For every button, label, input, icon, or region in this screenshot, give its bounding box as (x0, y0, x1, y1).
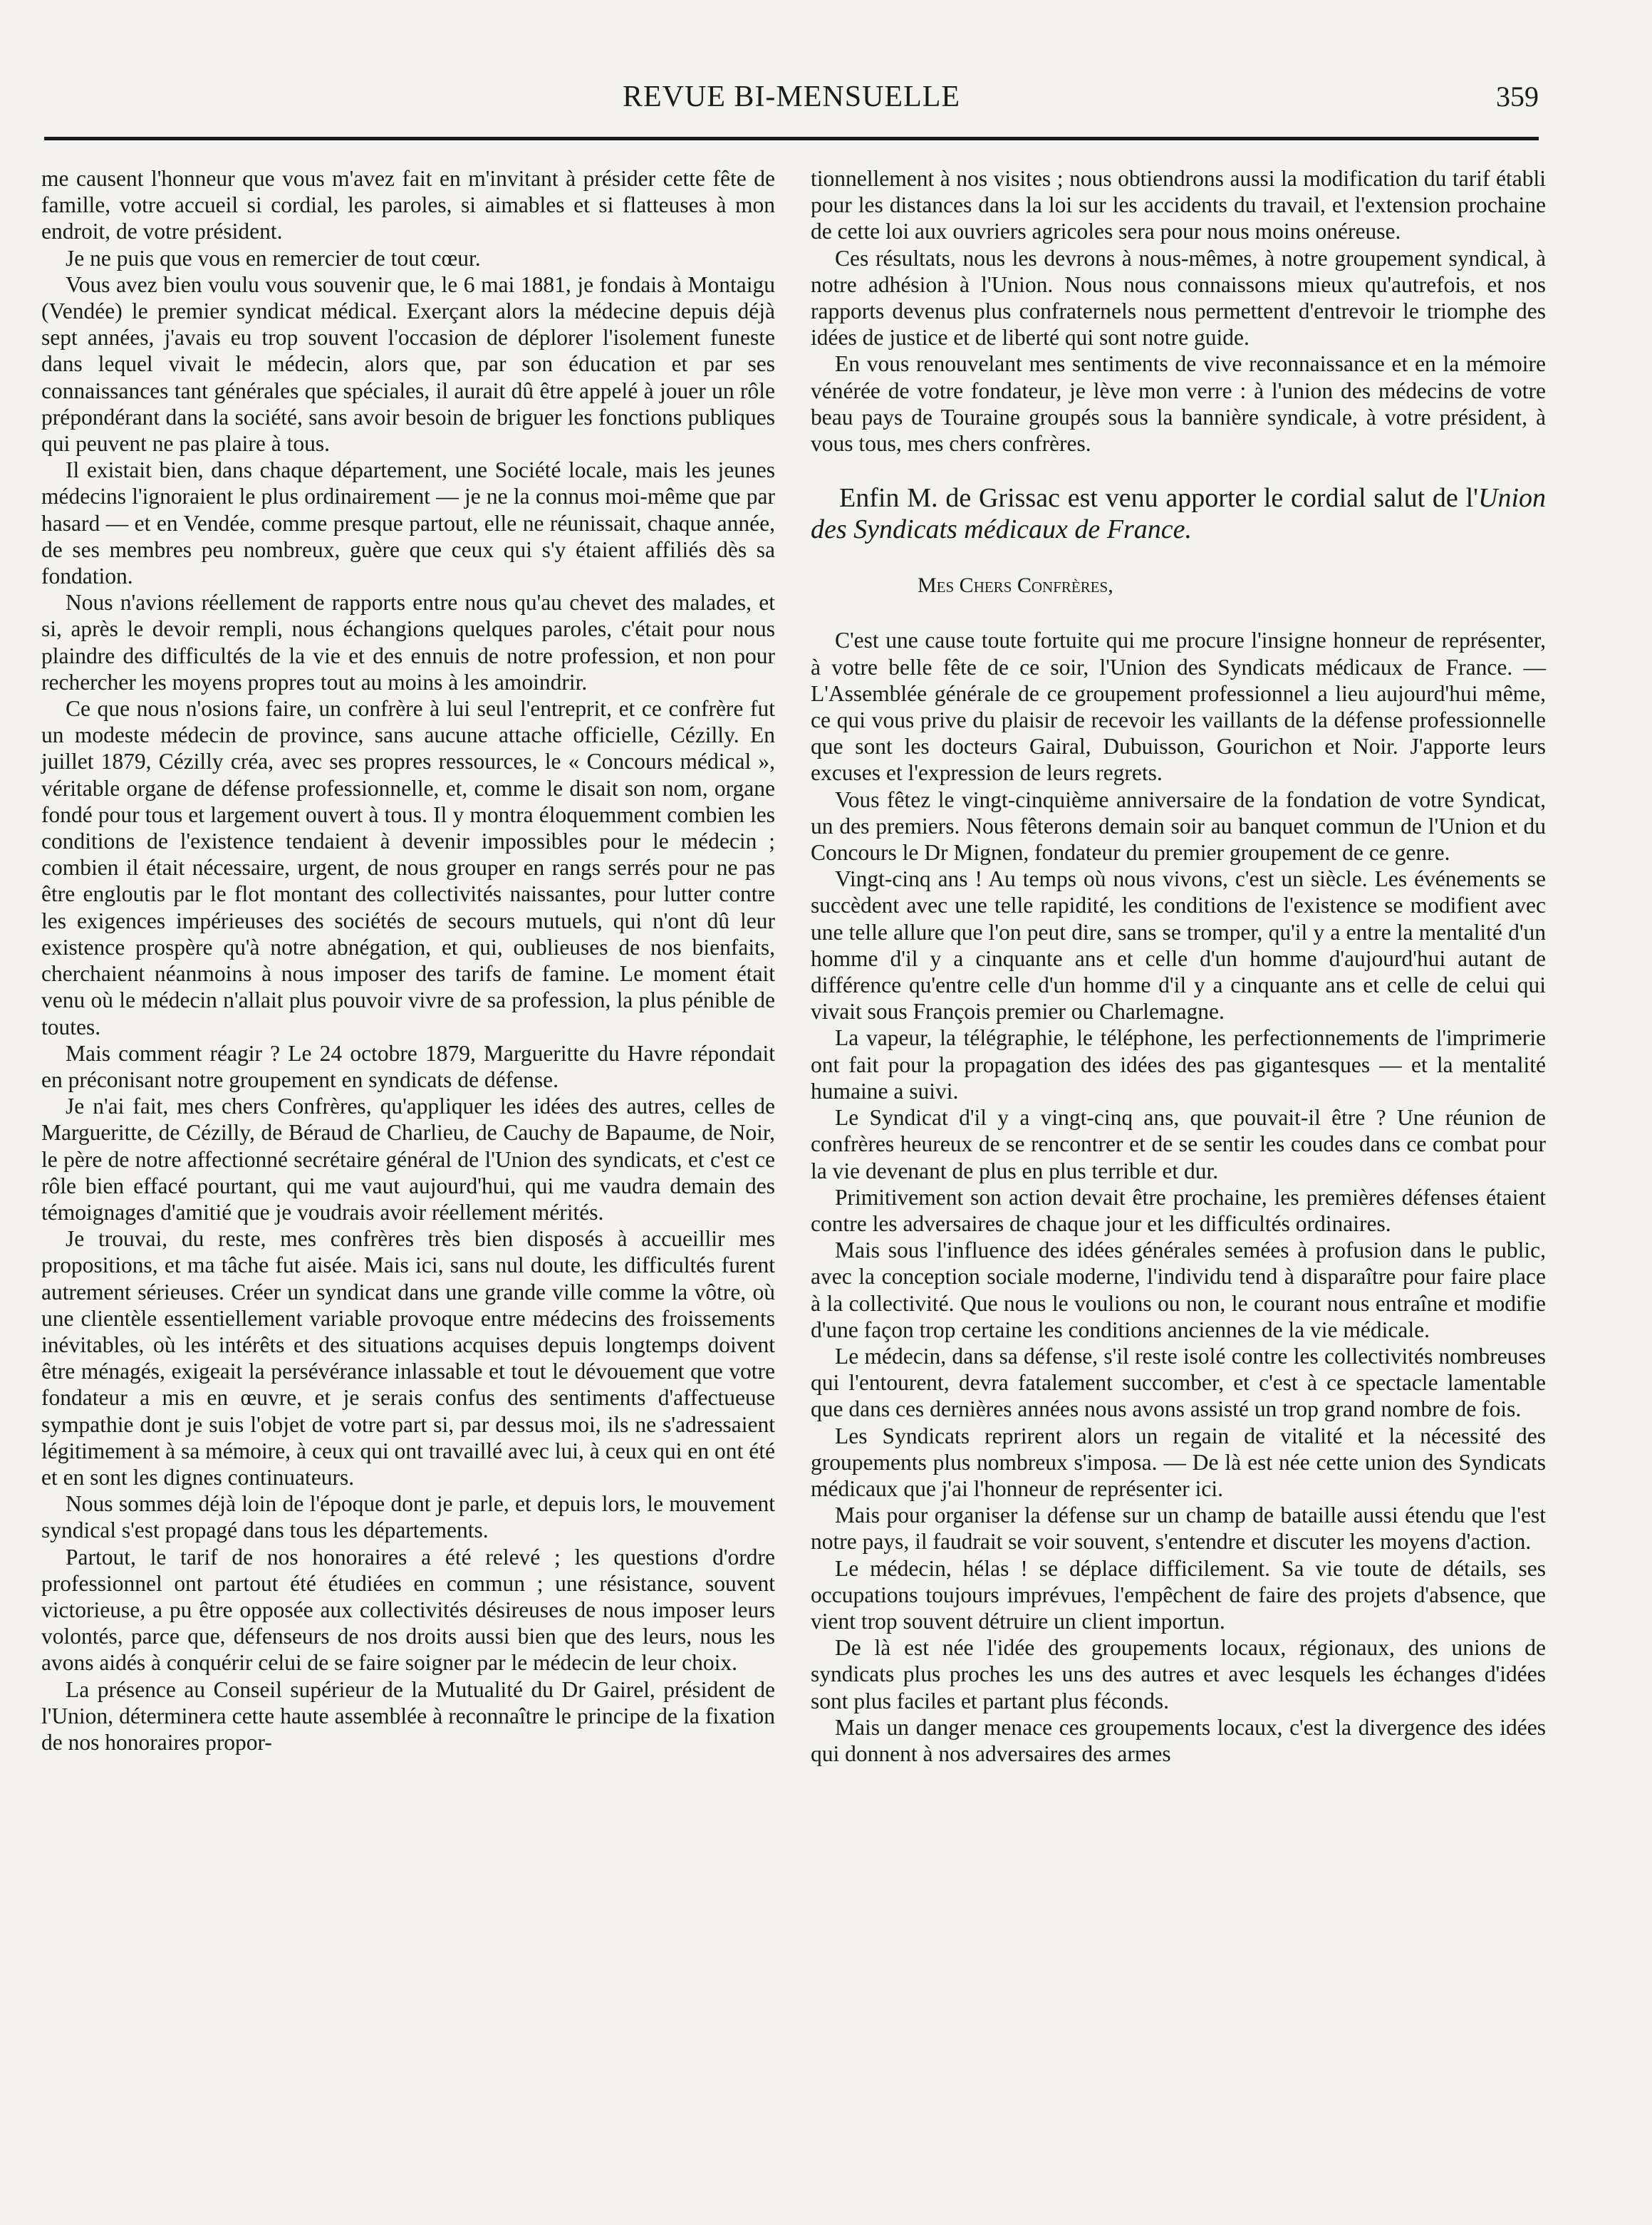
paragraph: Vous fêtez le vingt-cinquième anniversaire de la fondation de votre Syndicat, un des premiers. Nous fêterons demain soir au banquet commun de l'Union et du Concours le Dr Mignen, fondateur du premier groupement de ce genre. (811, 787, 1546, 866)
paragraph: Primitivement son action devait être prochaine, les premières défenses étaient contre les adversaires de chaque jour et les difficultés ordinaires. (811, 1184, 1546, 1236)
paragraph: En vous renouvelant mes sentiments de vive reconnaissance et en la mémoire vénérée de votre fondateur, je lève mon verre : à l'union des médecins de votre beau pays de Touraine groupés sous la bannière syndicale, à votre président, à vous tous, mes chers confrères. (811, 351, 1546, 457)
paragraph: Partout, le tarif de nos honoraires a été relevé ; les questions d'ordre professionnel ont partout été étudiées en commun ; une résistance, souvent victorieuse, a pu être opposée aux collectivités désireuses de nous imposer leurs volontés, parce que, défenseurs de nos droits aussi bien que des leurs, nous les avons aidés à conquérir celui de se faire soigner par le médecin de leur choix. (41, 1544, 775, 1676)
paragraph: Il existait bien, dans chaque département, une Société locale, mais les jeunes médecins l'ignoraient le plus ordinairement — je ne la connus moi-même que par hasard — et en Vendée, comme presque partout, elle ne réunissait, chaque année, de ses membres peu nombreux, guère que ceux qui s'y étaient affiliés dès sa fondation. (41, 457, 775, 589)
paragraph: Vous avez bien voulu vous souvenir que, le 6 mai 1881, je fondais à Montaigu (Vendée) le premier syndicat médical. Exerçant alors la médecine depuis déjà sept années, j'avais eu trop souvent l'occasion de déplorer l'isolement funeste dans lequel vivait le médecin, alors que, par son éducation et par ses connaissances tant générales que spéciales, il aurait dû être appelé à jouer un rôle prépondérant dans la société, sans avoir besoin de briguer les fonctions publiques qui peuvent ne pas plaire à tous. (41, 271, 775, 457)
paragraph: Le médecin, hélas ! se déplace difficilement. Sa vie toute de détails, ses occupations toujours imprévues, l'empêchent de faire des projets d'absence, que vient trop souvent détruire un client importun. (811, 1555, 1546, 1634)
paragraph: Le Syndicat d'il y a vingt-cinq ans, que pouvait-il être ? Une réunion de confrères heureux de se rencontrer et de se sentir les coudes dans ce combat pour la vie devenant de plus en plus terrible et dur. (811, 1105, 1546, 1183)
paragraph: Mais sous l'influence des idées générales semées à profusion dans le public, avec la conception sociale moderne, l'individu tend à disparaître pour faire place à la collectivité. Que nous le voulions ou non, le courant nous entraîne et modifie d'une façon trop certaine les conditions anciennes de la vie médicale. (811, 1238, 1546, 1342)
right-column-speech (811, 627, 1546, 1767)
paragraph: tionnellement à nos visites ; nous obtiendrons aussi la modification du tarif établi pour les distances dans la loi sur les accidents du travail, et l'extension prochaine de cette loi aux ouvriers agricoles sera pour nous moins onéreuse. (811, 166, 1546, 244)
page-header (44, 80, 1539, 123)
paragraph: Mais comment réagir ? Le 24 octobre 1879, Margueritte du Havre répondait en préconisant notre groupement en syndicats de défense. (41, 1040, 775, 1092)
paragraph: Nous n'avions réellement de rapports entre nous qu'au chevet des malades, et si, après le devoir rempli, nous échangions quelques paroles, c'était pour nous plaindre des difficultés de la vie et des ennuis de notre profession, et non pour rechercher les moyens propres tout au moins à les amoindrir. (41, 590, 775, 695)
paragraph: Vingt-cinq ans ! Au temps où nous vivons, c'est un siècle. Les événements se succèdent avec une telle rapidité, les conditions de l'existence se modifient avec une telle allure que l'on peut dire, sans se tromper, qu'il y a entre la mentalité d'un homme d'il y a cinquante ans et celle d'un homme d'aujourd'hui autant de différence qu'entre celle d'un homme d'il y a cinquante ans et celle de celui qui vivait sous François premier ou Charlemagne. (811, 866, 1546, 1025)
header-rule (44, 137, 1539, 140)
intro-text: Enfin M. de Grissac est venu apporter le cordial salut de l' (839, 483, 1478, 514)
paragraph: De là est née l'idée des groupements locaux, régionaux, des unions de syndicats plus proches les uns des autres et avec lesquels les échanges d'idées sont plus faciles et partant plus féconds. (811, 1635, 1546, 1713)
paragraph: Ce que nous n'osions faire, un confrère à lui seul l'entreprit, et ce confrère fut un modeste médecin de province, sans aucune attache officielle, Cézilly. En juillet 1879, Cézilly créa, avec ses propres ressources, le « Concours médical », véritable organe de défense professionnelle, et, comme le disait son nom, organe fondé pour tous et largement ouvert à tous. Il y montra éloquemment combien les conditions de l'existence tendaient à devenir impossibles pour le médecin ; combien il était nécessaire, urgent, de nous grouper en rangs serrés pour ne pas être engloutis par le flot montant des collectivités naissantes, pour lutter contre les exigences impérieuses des sociétés de secours mutuels, qui n'ont dû leur existence prospère qu'à notre abnégation, et qui, oublieuses de nos bienfaits, cherchaient néanmoins à nous imposer des tarifs de famine. Le moment était venu où le médecin n'allait plus pouvoir vivre de sa profession, la plus pénible de toutes. (41, 696, 775, 1039)
right-column-top-paragraphs (811, 165, 1546, 457)
paragraph: Je n'ai fait, mes chers Confrères, qu'appliquer les idées des autres, celles de Margueritte, de Cézilly, de Béraud de Charlieu, de Cauchy de Bapaume, de Noir, le père de notre affectionné secrétaire général de l'Union des syndicats, et c'est ce rôle bien effacé pourtant, qui me vaut aujourd'hui, qui me vaudra demain des témoignages d'amitié que je voudrais avoir réellement mérités. (41, 1094, 775, 1225)
intro-italic: Union des Syndicats médicaux de France. (811, 483, 1546, 545)
paragraph: Je trouvai, du reste, mes confrères très bien disposés à accueillir mes propositions, et ma tâche fut aisée. Mais ici, sans nul doute, les difficultés furent autrement sérieuses. Créer un syndicat dans une grande ville comme la vôtre, où une clientèle essentiellement variable provoque entre médecins des froissements inévitables, où les intérêts et des situations acquises depuis longtemps doivent être ménagés, exigeait la persévérance inlassable et tout le dévouement que votre fondateur a mis en œuvre, et je serais confus des sentiments d'affectueuse sympathie dont je suis l'objet de votre part si, par dessus moi, ils ne s'adressaient légitimement à sa mémoire, à ceux qui ont travaillé avec lui, à ceux qui en ont été et en sont les dignes continuateurs. (41, 1226, 775, 1490)
paragraph: Le médecin, dans sa défense, s'il reste isolé contre les collectivités nombreuses qui l'entourent, devra fatalement succomber, et c'est à ce spectacle lamentable que dans ces dernières années nous avons assisté un trop grand nombre de fois. (811, 1343, 1546, 1422)
section-intro (811, 482, 1546, 545)
paragraph: La vapeur, la télégraphie, le téléphone, les perfectionnements de l'imprimerie ont fait pour la propagation des idées des pas gigantesques — et la mentalité humaine a suivi. (811, 1025, 1546, 1104)
paragraph: Je ne puis que vous en remercier de tout cœur. (66, 245, 481, 271)
running-title: REVUE BI-MENSUELLE (622, 81, 961, 113)
paragraph: Mais pour organiser la défense sur un champ de bataille aussi étendu que l'est notre pays, il faudrait se voir souvent, s'entendre et discuter les moyens d'action. (811, 1503, 1546, 1555)
paragraph: C'est une cause toute fortuite qui me procure l'insigne honneur de représenter, à votre belle fête de ce soir, l'Union des Syndicats médicaux de France. — L'Assemblée générale de ce groupement professionnel a lieu aujourd'hui même, ce qui vous prive du plaisir de recevoir les vaillants de la défense professionnelle que sont les docteurs Gairal, Dubuisson, Gourichon et Noir. J'apporte leurs excuses et l'expression de leurs regrets. (811, 628, 1546, 786)
paragraph: Ces résultats, nous les devrons à nous-mêmes, à notre groupement syndical, à notre adhésion à l'Union. Nous nous connaissons mieux qu'autrefois, et nos rapports devenus plus confraternels nous permettent d'entrevoir le triomphe des idées de justice et de liberté qui sont notre guide. (811, 245, 1546, 351)
paragraph: Les Syndicats reprirent alors un regain de vitalité et la nécessité des groupements plus nombreux s'imposa. — De là est née cette union des Syndicats médicaux que j'ai l'honneur de représenter ici. (811, 1423, 1546, 1501)
left-column (41, 165, 775, 1755)
page-number: 359 (1496, 81, 1539, 113)
paragraph: Nous sommes déjà loin de l'époque dont je parle, et depuis lors, le mouvement syndical s'est propagé dans tous les départements. (41, 1491, 775, 1543)
salutation: Mes Chers Confrères, (918, 574, 1113, 598)
paragraph: Mais un danger menace ces groupements locaux, c'est la divergence des idées qui donnent à nos adversaires des armes (811, 1714, 1546, 1766)
paragraph: La présence au Conseil supérieur de la Mutualité du Dr Gairel, président de l'Union, déterminera cette haute assemblée à reconnaître le principe de la fixation de nos honoraires propor- (41, 1676, 775, 1755)
right-column (811, 165, 1546, 1767)
paragraph: me causent l'honneur que vous m'avez fait en m'invitant à présider cette fête de famille, votre accueil si cordial, les paroles, si aimables et si flatteuses à mon endroit, de votre président. (41, 166, 775, 244)
